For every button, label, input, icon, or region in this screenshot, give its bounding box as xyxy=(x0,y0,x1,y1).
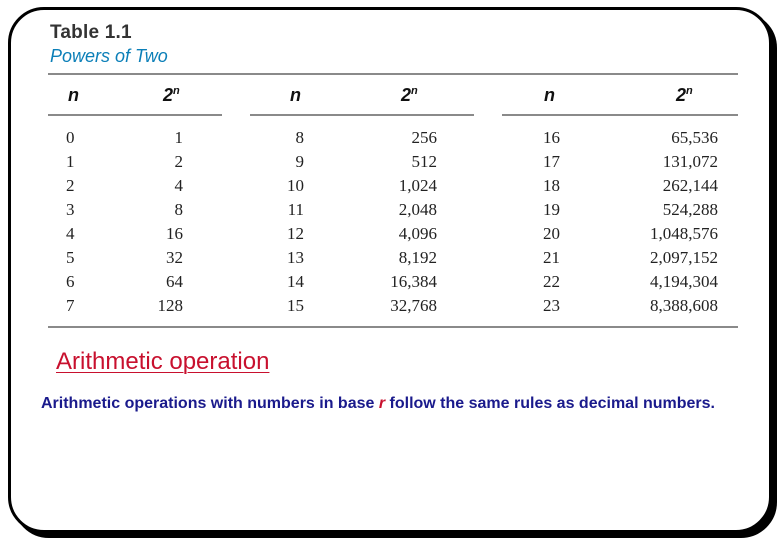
cell-n: 2 xyxy=(66,176,75,195)
cell-pow: 2,097,152 xyxy=(650,248,718,267)
cell-n: 0 xyxy=(66,128,75,147)
column-n-group-3 xyxy=(520,126,560,318)
cell-n: 5 xyxy=(66,248,75,267)
cell-pow: 1,024 xyxy=(398,176,437,195)
cell-n: 11 xyxy=(287,200,304,219)
cell-n: 16 xyxy=(543,128,560,147)
header-n-3: n xyxy=(544,85,555,105)
header-rule-3 xyxy=(502,114,738,116)
cell-n: 3 xyxy=(66,200,75,219)
cell-n: 20 xyxy=(543,224,560,243)
cell-pow: 131,072 xyxy=(662,152,718,171)
cell-n: 4 xyxy=(66,224,75,243)
cell-pow: 16,384 xyxy=(390,272,437,291)
cell-pow: 65,536 xyxy=(671,128,718,147)
header-rule-2 xyxy=(250,114,474,116)
cell-pow: 4,096 xyxy=(398,224,437,243)
header-rule-1 xyxy=(48,114,222,116)
column-n-group-2 xyxy=(270,126,304,318)
body-text-end: follow the same rules as decimal numbers. xyxy=(385,395,715,412)
header-pow-3: 2$^n$ xyxy=(676,85,693,105)
cell-n: 6 xyxy=(66,272,75,291)
cell-n: 23 xyxy=(543,296,560,315)
cell-n: 14 xyxy=(287,272,304,291)
cell-n: 9 xyxy=(295,152,304,171)
cell-n: 10 xyxy=(287,176,304,195)
column-n-group-1 xyxy=(66,126,75,318)
cell-n: 12 xyxy=(287,224,304,243)
cell-pow: 4,194,304 xyxy=(650,272,718,291)
base-variable: r xyxy=(378,395,386,412)
body-text-start: Arithmetic operations with numbers in base xyxy=(41,395,379,412)
cell-pow: 128 xyxy=(157,296,183,315)
header-n-1: n xyxy=(68,85,79,105)
cell-n: 15 xyxy=(287,296,304,315)
header-n-2: n xyxy=(290,85,301,105)
cell-n: 18 xyxy=(543,176,560,195)
cell-pow: 256 xyxy=(411,128,437,147)
cell-pow: 64 xyxy=(166,272,183,291)
section-body xyxy=(41,394,741,413)
cell-pow: 1 xyxy=(174,128,183,147)
cell-n: 1 xyxy=(66,152,75,171)
cell-n: 17 xyxy=(543,152,560,171)
cell-n: 8 xyxy=(295,128,304,147)
cell-n: 7 xyxy=(66,296,75,315)
header-pow-1: 2$^n$ xyxy=(163,85,180,105)
cell-n: 21 xyxy=(543,248,560,267)
cell-pow: 2 xyxy=(174,152,183,171)
column-pow-group-1 xyxy=(120,126,183,318)
cell-n: 19 xyxy=(543,200,560,219)
header-pow-2: 2$^n$ xyxy=(401,85,418,105)
column-pow-group-3 xyxy=(600,126,718,318)
cell-pow: 8 xyxy=(174,200,183,219)
column-pow-group-2 xyxy=(350,126,437,318)
cell-pow: 32 xyxy=(166,248,183,267)
cell-pow: 8,192 xyxy=(398,248,437,267)
table-bottom-rule xyxy=(48,326,738,328)
cell-pow: 262,144 xyxy=(662,176,718,195)
cell-pow: 32,768 xyxy=(390,296,437,315)
cell-pow: 2,048 xyxy=(398,200,437,219)
table-label: Table 1.1 xyxy=(50,22,132,43)
cell-pow: 512 xyxy=(411,152,437,171)
cell-pow: 524,288 xyxy=(662,200,718,219)
cell-pow: 1,048,576 xyxy=(650,224,718,243)
section-title: Arithmetic operation xyxy=(56,348,270,375)
cell-n: 22 xyxy=(543,272,560,291)
cell-pow: 8,388,608 xyxy=(650,296,718,315)
cell-pow: 4 xyxy=(174,176,183,195)
table-caption: Powers of Two xyxy=(50,46,168,66)
cell-n: 13 xyxy=(287,248,304,267)
cell-pow: 16 xyxy=(166,224,183,243)
table-top-rule xyxy=(48,73,738,75)
